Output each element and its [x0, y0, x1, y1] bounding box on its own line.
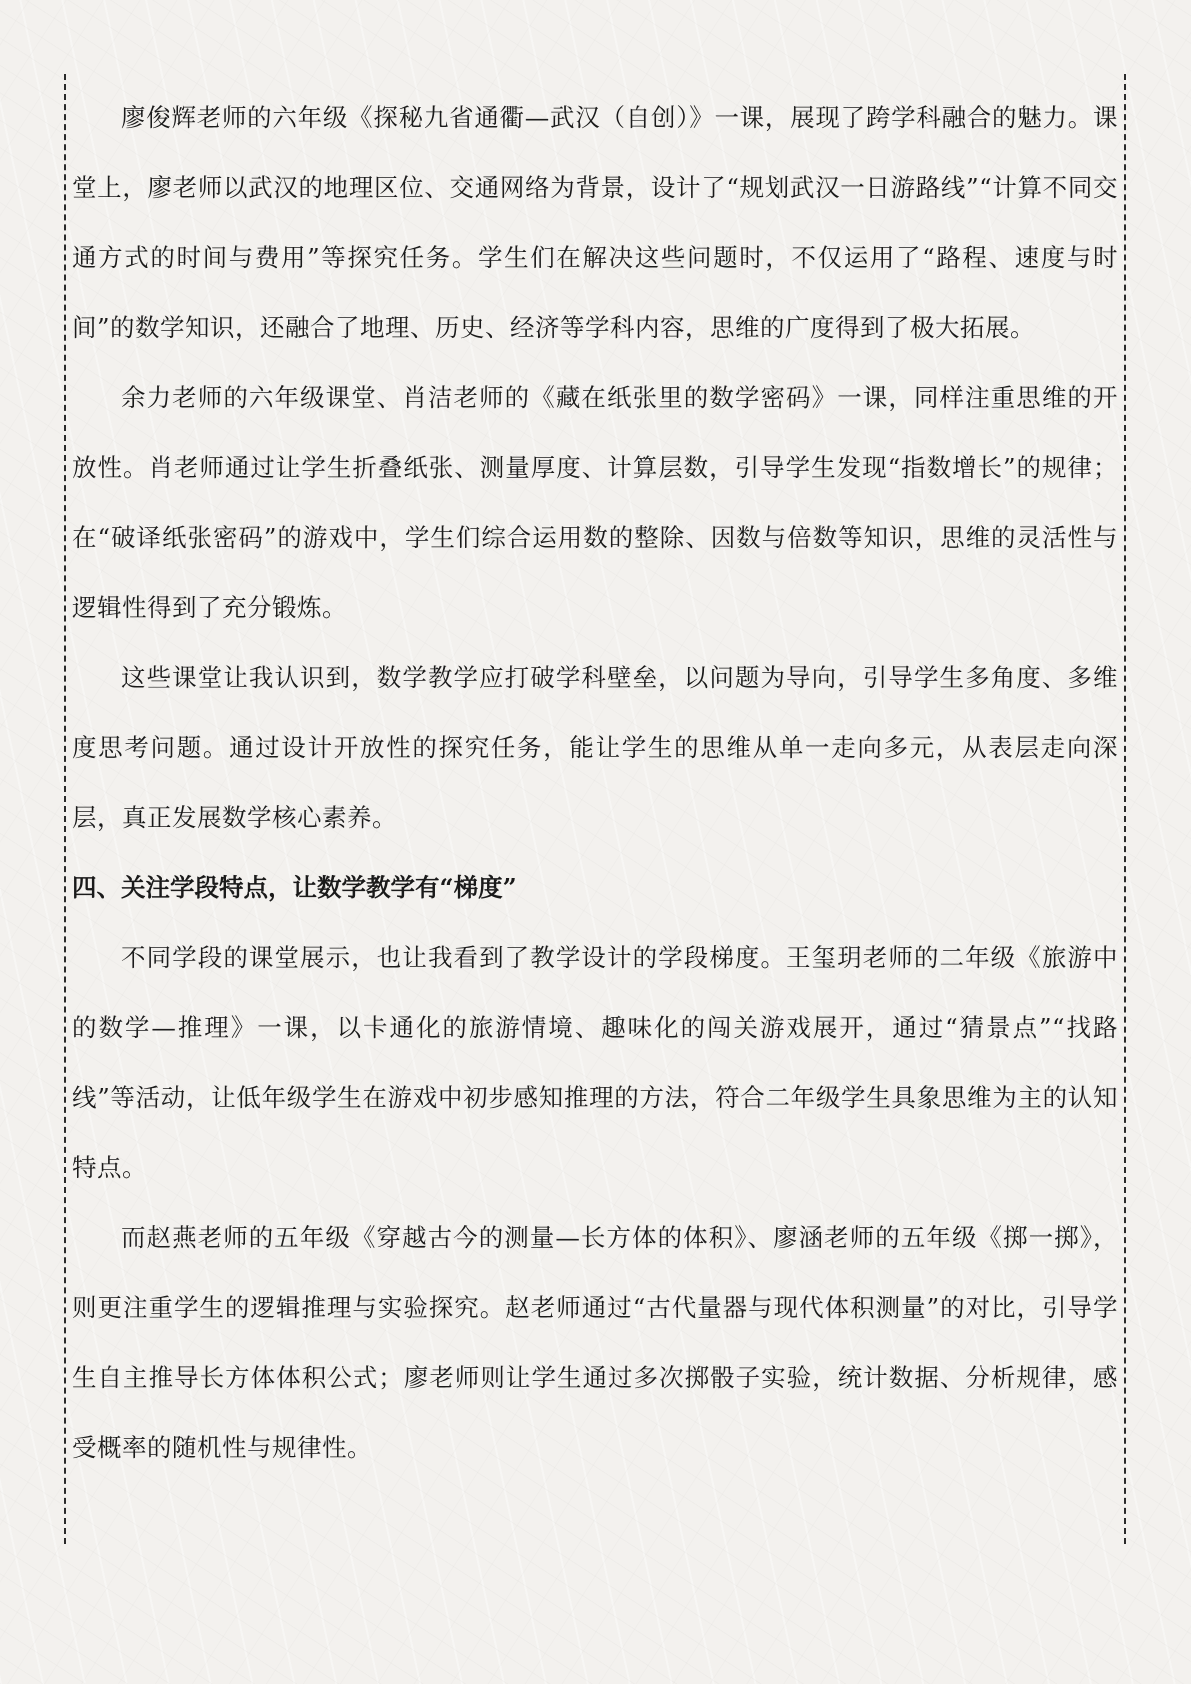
document-body: [72, 83, 1118, 1483]
paragraph-yu-li-xiao-jie: 余力老师的六年级课堂、肖洁老师的《藏在纸张里的数学密码》一课，同样注重思维的开放性。肖老师通过让学生折叠纸张、测量厚度、计算层数，引导学生发现“指数增长”的规律；在“破译纸张密码”的游戏中，学生们综合运用数的整除、因数与倍数等知识，思维的灵活性与逻辑性得到了充分锻炼。: [72, 383, 1118, 622]
paragraph-wang-xiyue: 不同学段的课堂展示，也让我看到了教学设计的学段梯度。王玺玥老师的二年级《旅游中的数学—推理》一课，以卡通化的旅游情境、趣味化的闯关游戏展开，通过“猜景点”“找路线”等活动，让低年级学生在游戏中初步感知推理的方法，符合二年级学生具象思维为主的认知特点。: [72, 943, 1118, 1182]
left-dashed-border: [64, 74, 66, 1544]
paragraph-zhao-yan-liao-han: 而赵燕老师的五年级《穿越古今的测量—长方体的体积》、廖涵老师的五年级《掷一掷》，则更注重学生的逻辑推理与实验探究。赵老师通过“古代量器与现代体积测量”的对比，引导学生自主推导长方体体积公式；廖老师则让学生通过多次掷骰子实验，统计数据、分析规律，感受概率的随机性与规律性。: [72, 1223, 1118, 1462]
right-dashed-border: [1124, 74, 1126, 1544]
paragraph-reflection: 这些课堂让我认识到，数学教学应打破学科壁垒，以问题为导向，引导学生多角度、多维度思考问题。通过设计开放性的探究任务，能让学生的思维从单一走向多元，从表层走向深层，真正发展数学核心素养。: [72, 663, 1118, 832]
paragraph-liao-junhui: 廖俊辉老师的六年级《探秘九省通衢—武汉（自创）》一课，展现了跨学科融合的魅力。课堂上，廖老师以武汉的地理区位、交通网络为背景，设计了“规划武汉一日游路线”“计算不同交通方式的时间与费用”等探究任务。学生们在解决这些问题时，不仅运用了“路程、速度与时间”的数学知识，还融合了地理、历史、经济等学科内容，思维的广度得到了极大拓展。: [72, 103, 1118, 342]
section-heading: 四、关注学段特点，让数学教学有“梯度”: [72, 873, 517, 902]
